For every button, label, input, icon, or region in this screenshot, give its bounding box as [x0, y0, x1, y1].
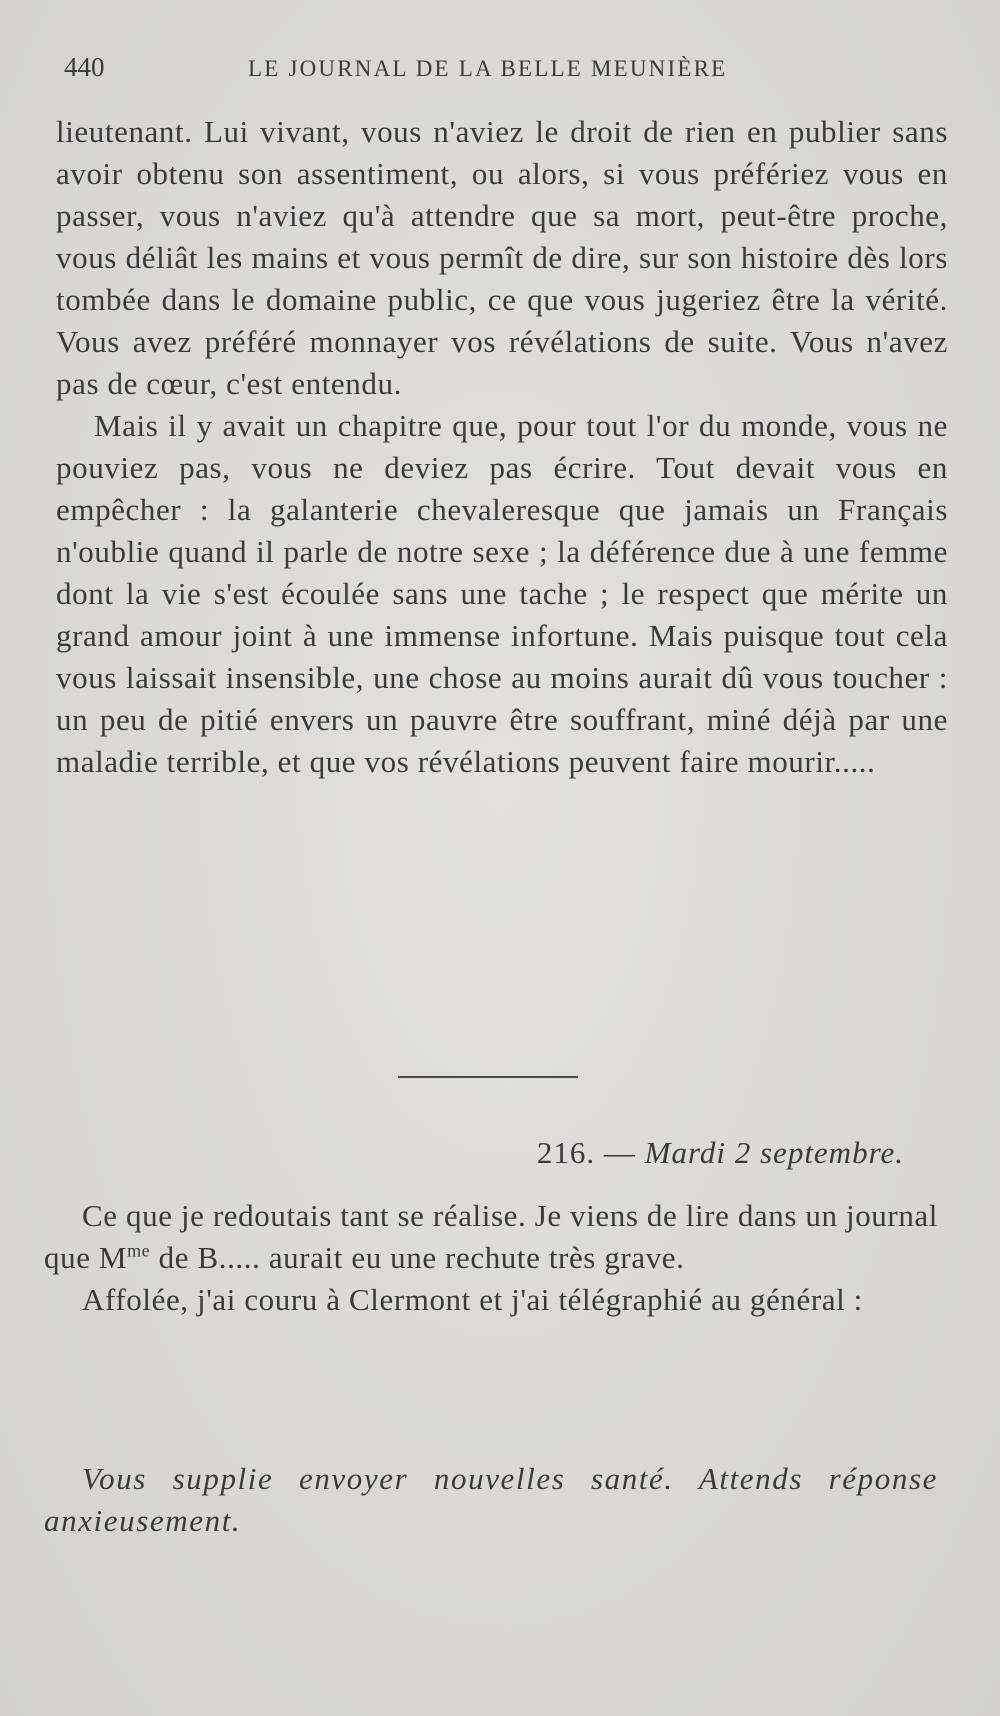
paragraph: Mais il y avait un chapitre que, pour tout l'or du monde, vous ne pouviez pas, vous ne deviez pas écrire. Tout devait vous en empêcher : la galanterie chevaleresque que jamais un Français n'oublie quand il parle de notre sexe ; la déférence due à une femme dont la vie s'est écoulée sans une tache ; le respect que mérite un grand amour joint à une immense infortune. Mais puisque tout cela vous laissait insensible, une chose au moins aurait dû vous toucher : un peu de pitié envers un pauvre être souffrant, miné déjà par une maladie terrible, et que vos révélations peuvent faire mourir..... [56, 408, 948, 779]
paragraph-text: Ce que je redoutais tant se réalise. Je viens de lire dans un journal que M [44, 1198, 938, 1275]
entry-date: Mardi 2 septembre. [644, 1135, 904, 1170]
paragraph-text: de B..... aurait eu une rechute très grave. [150, 1240, 685, 1275]
telegram-paragraph: Vous supplie envoyer nouvelles santé. Attends réponse anxieusement. [44, 1461, 938, 1538]
paragraph-continuation: lieutenant. Lui vivant, vous n'aviez le droit de rien en publier sans avoir obtenu son assentiment, ou alors, si vous préfériez vous en passer, vous n'aviez qu'à attendre que sa mort, peut-être proche, vous déliât les mains et vous permît de dire, sur son histoire dès lors tombée dans le domaine public, ce que vous jugeriez être la vérité. Vous avez préféré monnayer vos révélations de suite. Vous n'avez pas de cœur, c'est entendu. [56, 114, 948, 401]
page-number: 440 [64, 52, 105, 82]
diary-entry-heading [0, 1135, 904, 1171]
entry-text-block [44, 1195, 938, 1321]
telegram-text [44, 1458, 938, 1542]
running-title: LE JOURNAL DE LA BELLE MEUNIÈRE [248, 56, 728, 81]
paragraph [44, 1195, 938, 1279]
entry-dash: — [603, 1135, 636, 1170]
section-divider [398, 1076, 578, 1078]
superscript-abbrev: me [127, 1240, 151, 1261]
entry-number: 216. [536, 1135, 596, 1170]
body-text-block [56, 111, 948, 783]
paragraph: Affolée, j'ai couru à Clermont et j'ai télégraphié au général : [82, 1282, 863, 1317]
page-header [64, 52, 924, 92]
